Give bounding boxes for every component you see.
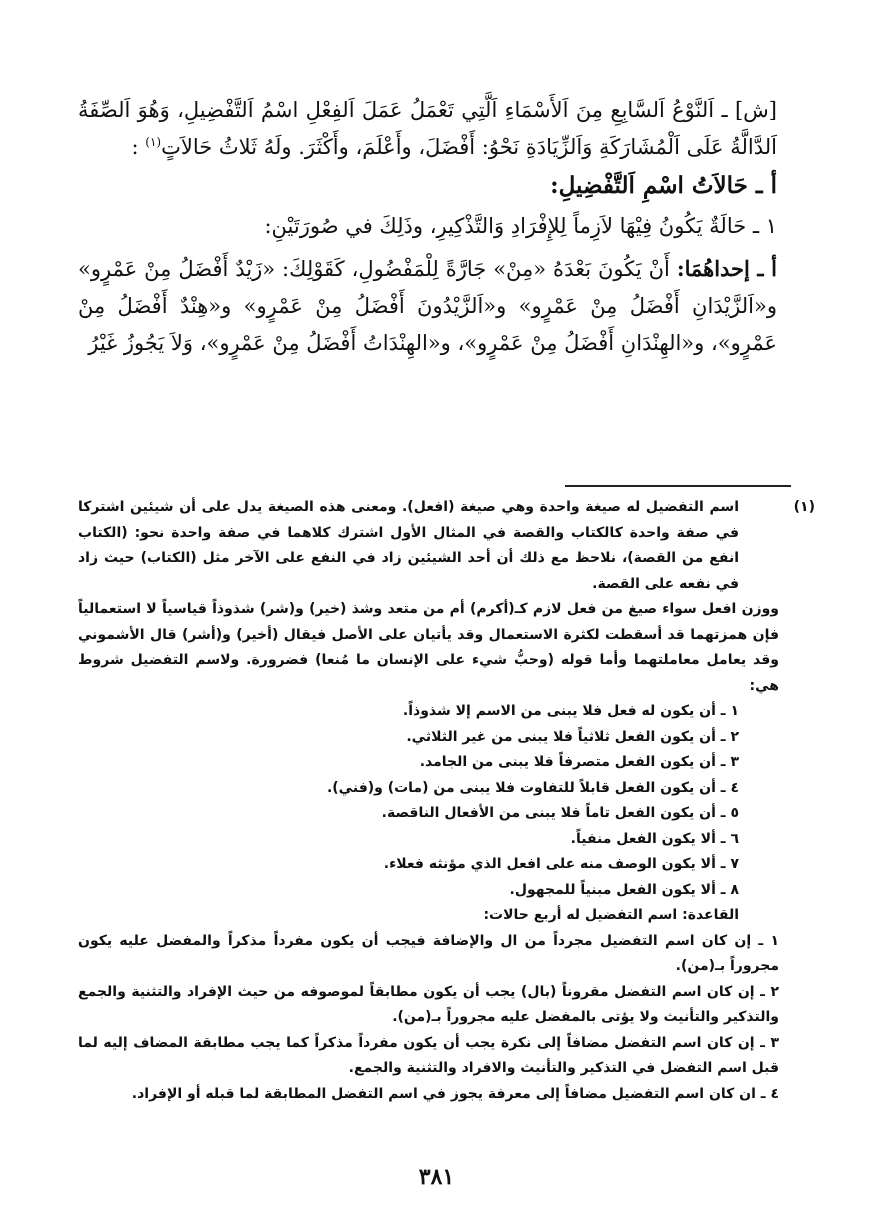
footnotes xyxy=(78,495,779,1107)
condition-item: ٨ ـ ألا يكون الفعل مبنياً للمجهول. xyxy=(509,881,739,898)
first-form-paragraph xyxy=(78,250,777,362)
condition-item: ١ ـ أن يكون له فعل فلا يبنى من الاسم إلا شذوذاً. xyxy=(402,703,739,719)
condition-item: ٥ ـ أن يكون الفعل تاماً فلا يبنى من الأفعال الناقصة. xyxy=(381,805,739,821)
intro-paragraph xyxy=(78,92,777,166)
state-item: ٣ ـ إن كان اسم التفضل مضافاً إلى نكرة يجب أن يكون مفرداً مذكراً كما يجب مطابقة المضاف إليه لما قبل اسم التفضل في التذكير والتأنيث والافراد والتثنية والجمع. xyxy=(78,1034,779,1076)
main-text xyxy=(78,92,777,362)
rule-text: اسم التفضيل له أربع حالات: xyxy=(483,907,678,923)
intro-colon: : xyxy=(131,135,139,159)
footnote-divider xyxy=(565,485,791,487)
footnote-marker: (١) xyxy=(793,499,815,515)
footnote-wazn: ووزن افعل سواء صيغ من فعل لازم كـ(أكرم) أم من متعد وشذ (خير) و(شر) شذوذاً قياسياً لا استعمالياً فإن همزتهما قد أسقطت لكثرة الاستعمال وقد يأتيان على الأصل فيقال (أخير) و(أشر) قال الأشموني وقد يعامل معاملتهما وأما قوله (وحبُّ شيء على الإنسان ما مُنعا) فضرورة. ولاسم التفضيل شروط هي: xyxy=(78,601,779,694)
footnote-intro: اسم التفضيل له صيغة واحدة وهي صيغة (افعل). ومعنى هذه الصيغة يدل على أن شيئين اشتركا في صفة واحدة كالكتاب والقصة في المثال الأول اشترك كلاهما في صفة واحدة نحو: (الكتاب انفع من القصة)، نلاحظ مع ذلك أن أحد الشيئين زاد في النفع على الآخر مثل (الكتاب) حيث زاد في نفعه على القصة. xyxy=(78,499,739,592)
first-form-text: أَنْ يَكُونَ بَعْدَهُ «مِنْ» جَارَّةً لِلْمَفْضُولِ، كَقَوْلِكَ: «زَيْدٌ أَفْضَلُ مِنْ عَمْرٍو» و«اَلزَّيْدَانِ أَفْضَلُ مِنْ عَمْرٍو» و«اَلزَّيْدُونَ أَفْضَلُ مِنْ عَمْرٍو» و«هِنْدٌ أَفْضَلُ مِنْ عَمْرٍو»، و«الهِنْدَانِ أَفْضَلُ مِنْ عَمْرٍو»، و«الهِنْدَاتُ أَفْضَلُ مِنْ عَمْرٍو»، وَلاَ يَجُوزُ غَيْرُ xyxy=(78,257,777,355)
rule-line xyxy=(78,903,779,929)
state-item: ١ ـ إن كان اسم التفضيل مجرداً من ال والإضافة فيجب أن يكون مفرداً مذكراً والمفضل عليه يكون مجروراً بـ(من). xyxy=(78,932,779,974)
first-form-label: أ ـ إحداهُمَا: xyxy=(676,256,777,281)
condition-item: ٣ ـ أن يكون الفعل متصرفاً فلا يبنى من الجامد. xyxy=(419,754,739,770)
condition-item: ٤ ـ أن يكون الفعل قابلاً للتفاوت فلا يبنى من (مات) و(فني). xyxy=(326,779,739,796)
state-item: ٢ ـ إن كان اسم التفضل مقروناً (بال) يجب أن يكون مطابقاً لموصوفه من حيث الإفراد والتثنية والجمع والتذكير والتأنيث ولا يؤتى بالمفضل عليه مجروراً بـ(من). xyxy=(78,983,779,1025)
state-item: ٤ ـ ان كان اسم التفضيل مضافاً إلى معرفة يجوز في اسم التفضل المطابقة لما قبله أو الإفراد. xyxy=(131,1085,779,1102)
condition-item: ٢ ـ أن يكون الفعل ثلاثياً فلا يبنى من غير الثلاثي. xyxy=(406,728,739,745)
case-one-line: ١ ـ حَالَةٌ يَكُونُ فِيْهَا لاَزِماً لِلإِفْرَادِ وَالتَّذْكِيرِ، وذَلِكَ في صُورَتَيْنِ: xyxy=(264,214,777,238)
section-heading: أ ـ حَالاَتُ اسْمِ اَلتَّفْضِيلِ: xyxy=(550,172,777,199)
intro-text: [ش] ـ اَلنَّوْعُ اَلسَّابِعِ مِنَ اَلأَسْمَاءِ اَلَّتِي تَعْمَلُ عَمَلَ اَلفِعْلِ اسْمُ اَلتَّفْضِيلِ، وَهُوَ اَلصِّفَةُ اَلدَّالَّةُ عَلَى اَلْمُشَارَكَةِ وَاَلزِّيَادَةِ نَحْوُ: أَفْضَلَ، وأَعْلَمَ، وأَكْثَرَ. ولَهُ ثَلاثُ حَالاَتٍ xyxy=(78,98,777,159)
footnote-reference: (١) xyxy=(145,135,162,149)
page-number: ٣٨١ xyxy=(418,1164,455,1190)
condition-item: ٧ ـ ألا يكون الوصف منه على افعل الذي مؤنثه فعلاء. xyxy=(383,856,739,872)
rule-label: القاعدة: xyxy=(682,907,739,923)
condition-item: ٦ ـ ألا يكون الفعل منفياً. xyxy=(570,830,739,847)
